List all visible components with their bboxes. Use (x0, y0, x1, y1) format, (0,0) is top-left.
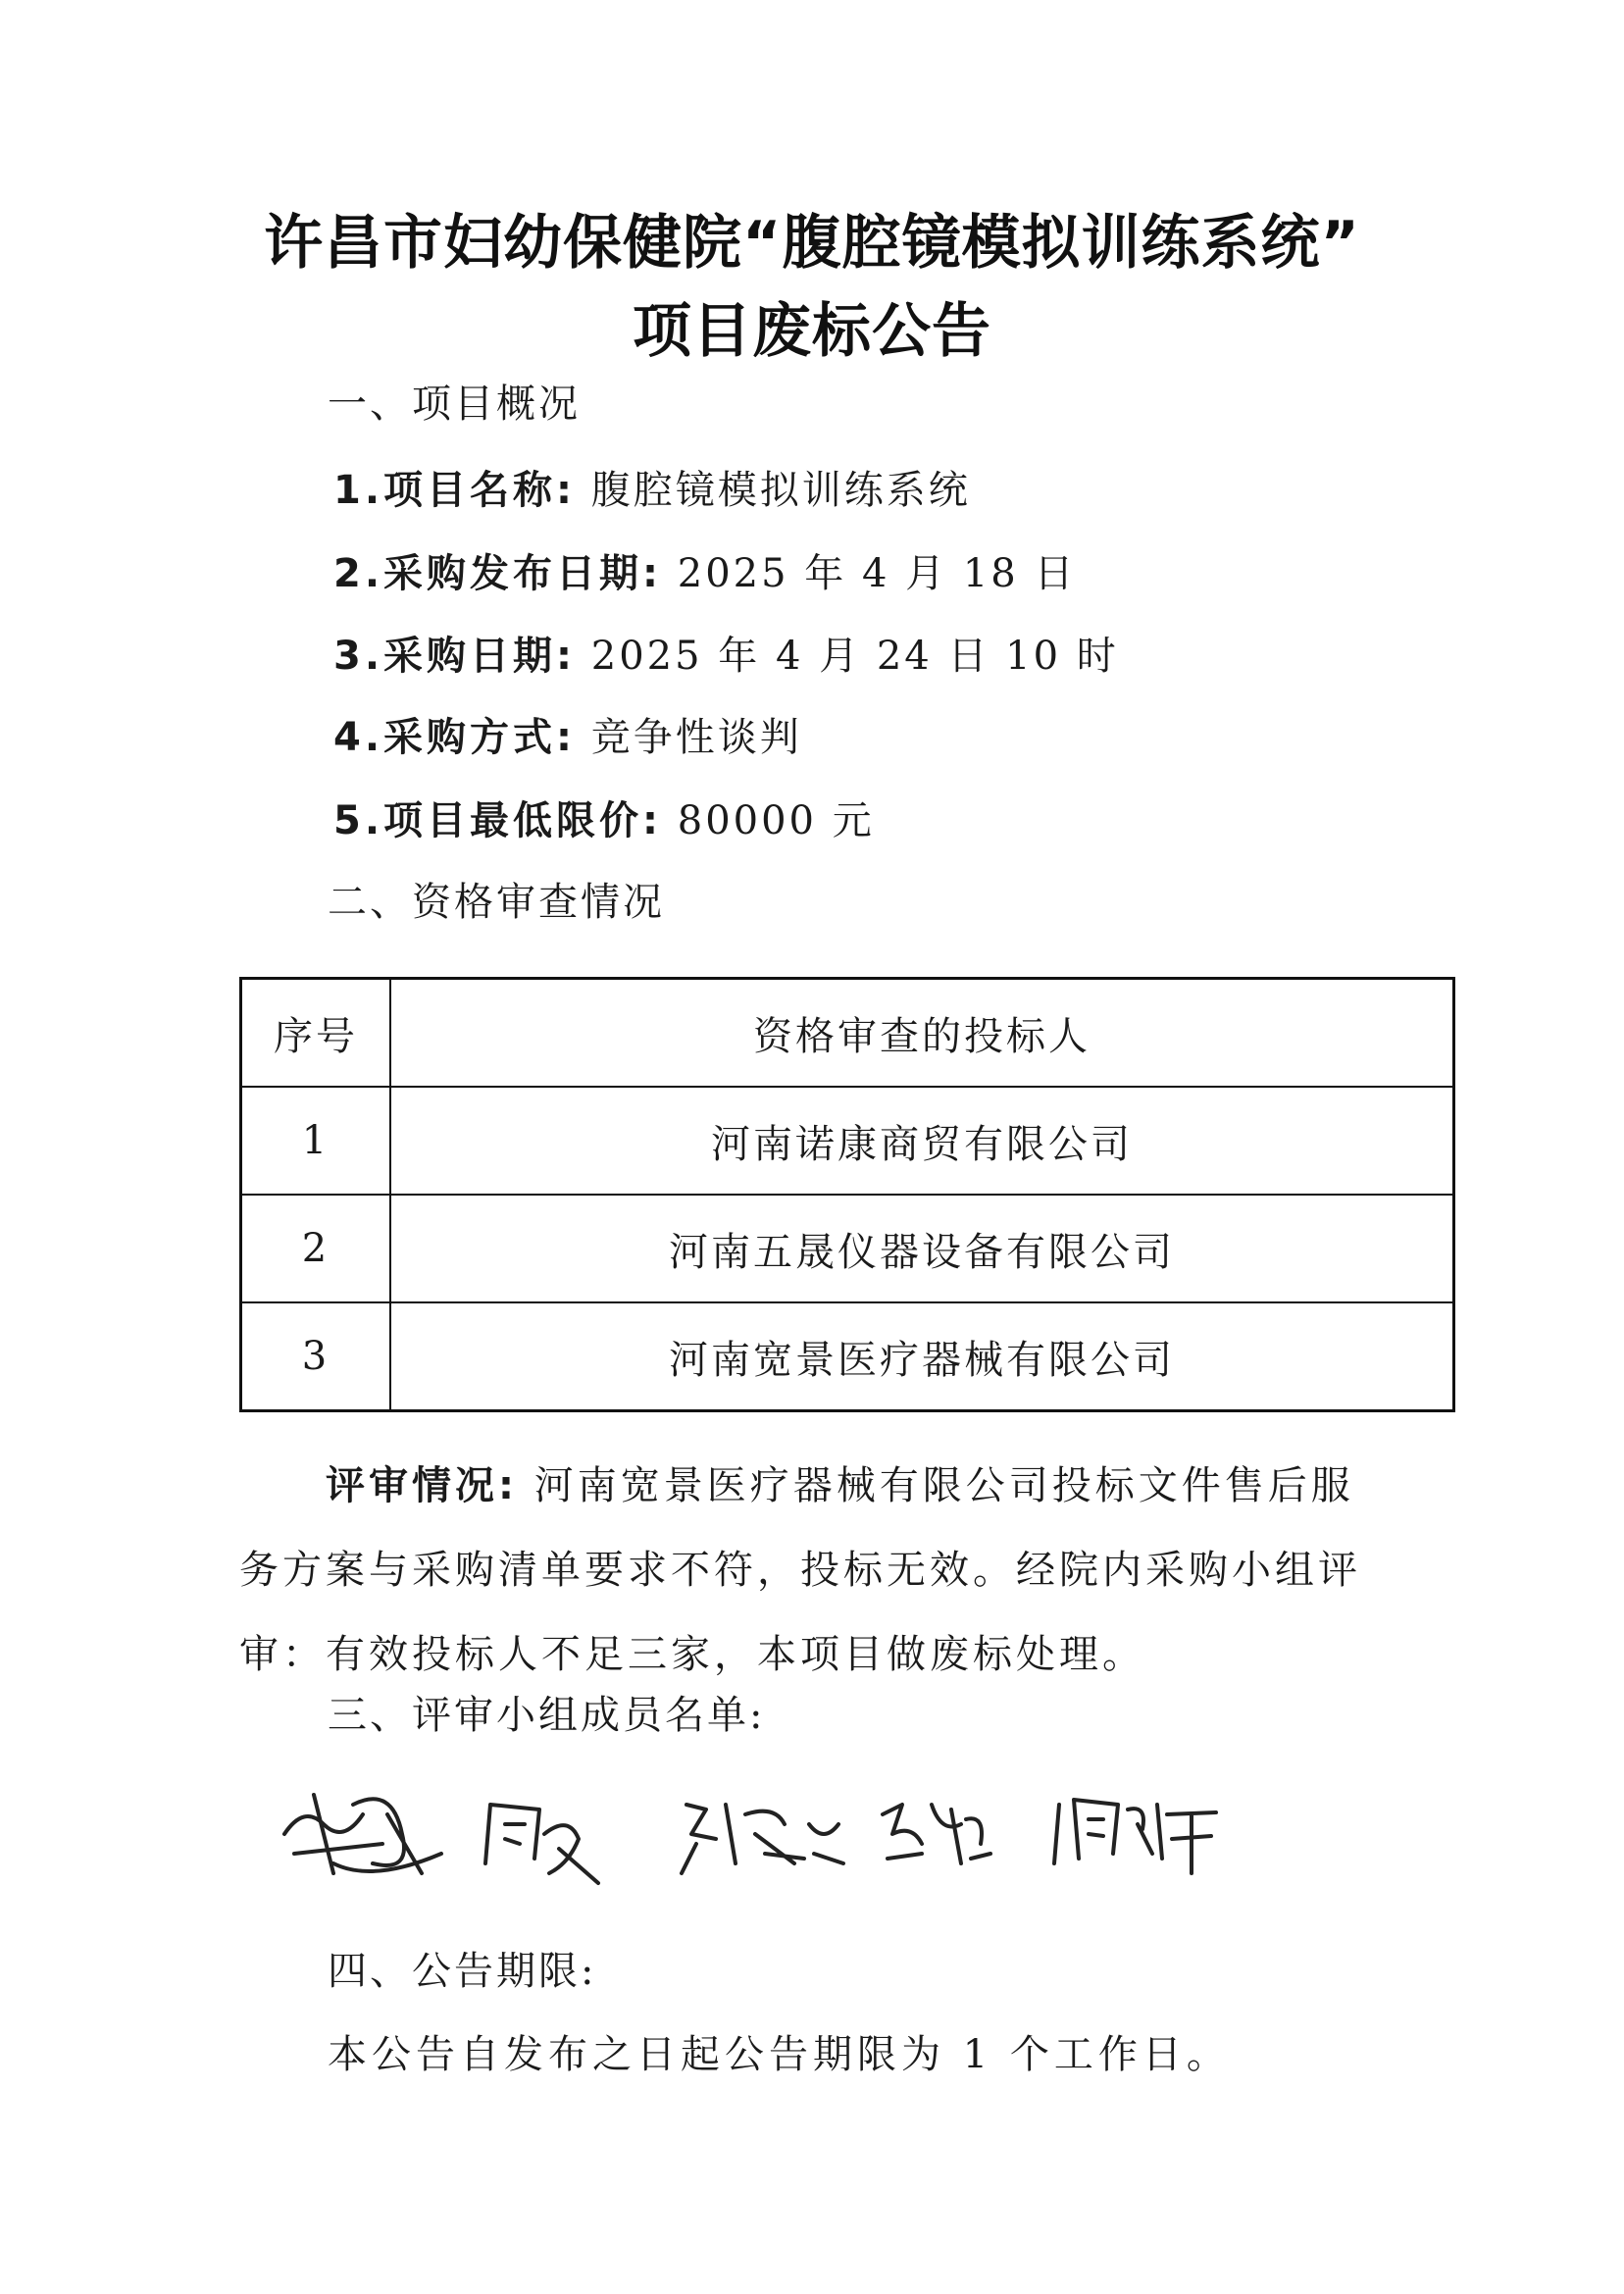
table-row (241, 1087, 1454, 1195)
section-3-heading: 三、评审小组成员名单: (328, 1693, 766, 1738)
section-4-heading: 四、公告期限: (328, 1949, 597, 1994)
procurement-date-row (333, 625, 1119, 681)
qualification-table (239, 977, 1455, 1412)
table-row (241, 1195, 1454, 1302)
project-name-row (333, 459, 971, 515)
procurement-method-value: 竞争性谈判 (590, 715, 802, 760)
procurement-method-row (333, 706, 802, 762)
procurement-date-label: 3.采购日期: (333, 634, 577, 679)
table-cell-no: 1 (241, 1087, 391, 1195)
project-name-label: 1.项目名称: (333, 468, 577, 513)
table-cell-bidder: 河南五晟仪器设备有限公司 (390, 1195, 1454, 1302)
section-2-heading: 二、资格审查情况 (328, 880, 665, 925)
section-1-heading: 一、项目概况 (328, 382, 581, 427)
project-name-value: 腹腔镜模拟训练系统 (590, 468, 971, 513)
table-header-no: 序号 (241, 979, 391, 1088)
table-header-bidder: 资格审查的投标人 (390, 979, 1454, 1088)
publish-date-label: 2.采购发布日期: (333, 551, 663, 596)
table-header-row (241, 979, 1454, 1088)
reviewer-signatures (275, 1765, 1255, 1893)
document-title-line-1: 许昌市妇幼保健院“腹腔镜模拟训练系统” (264, 209, 1360, 278)
review-text: 河南宽景医疗器械有限公司投标文件售后服务方案与采购清单要求不符，投标无效。经院内采购小组评审：有效投标人不足三家，本项目做废标处理。 (239, 1463, 1361, 1677)
review-label: 评审情况: (326, 1463, 518, 1508)
review-paragraph (239, 1444, 1396, 1697)
table-cell-bidder: 河南宽景医疗器械有限公司 (390, 1302, 1454, 1411)
table-cell-no: 2 (241, 1195, 391, 1302)
table-cell-bidder: 河南诺康商贸有限公司 (390, 1087, 1454, 1195)
procurement-date-value: 2025 年 4 月 24 日 10 时 (590, 634, 1119, 679)
procurement-method-label: 4.采购方式: (333, 715, 577, 760)
document-title-line-2: 项目废标公告 (633, 297, 991, 366)
publish-date-row (333, 542, 1076, 598)
table-cell-no: 3 (241, 1302, 391, 1411)
min-price-label: 5.项目最低限价: (333, 798, 663, 843)
notice-period-text: 本公告自发布之日起公告期限为 1 个工作日。 (328, 2032, 1231, 2077)
table-row (241, 1302, 1454, 1411)
min-price-row (333, 790, 875, 845)
min-price-value: 80000 元 (677, 798, 875, 843)
publish-date-value: 2025 年 4 月 18 日 (677, 551, 1077, 596)
